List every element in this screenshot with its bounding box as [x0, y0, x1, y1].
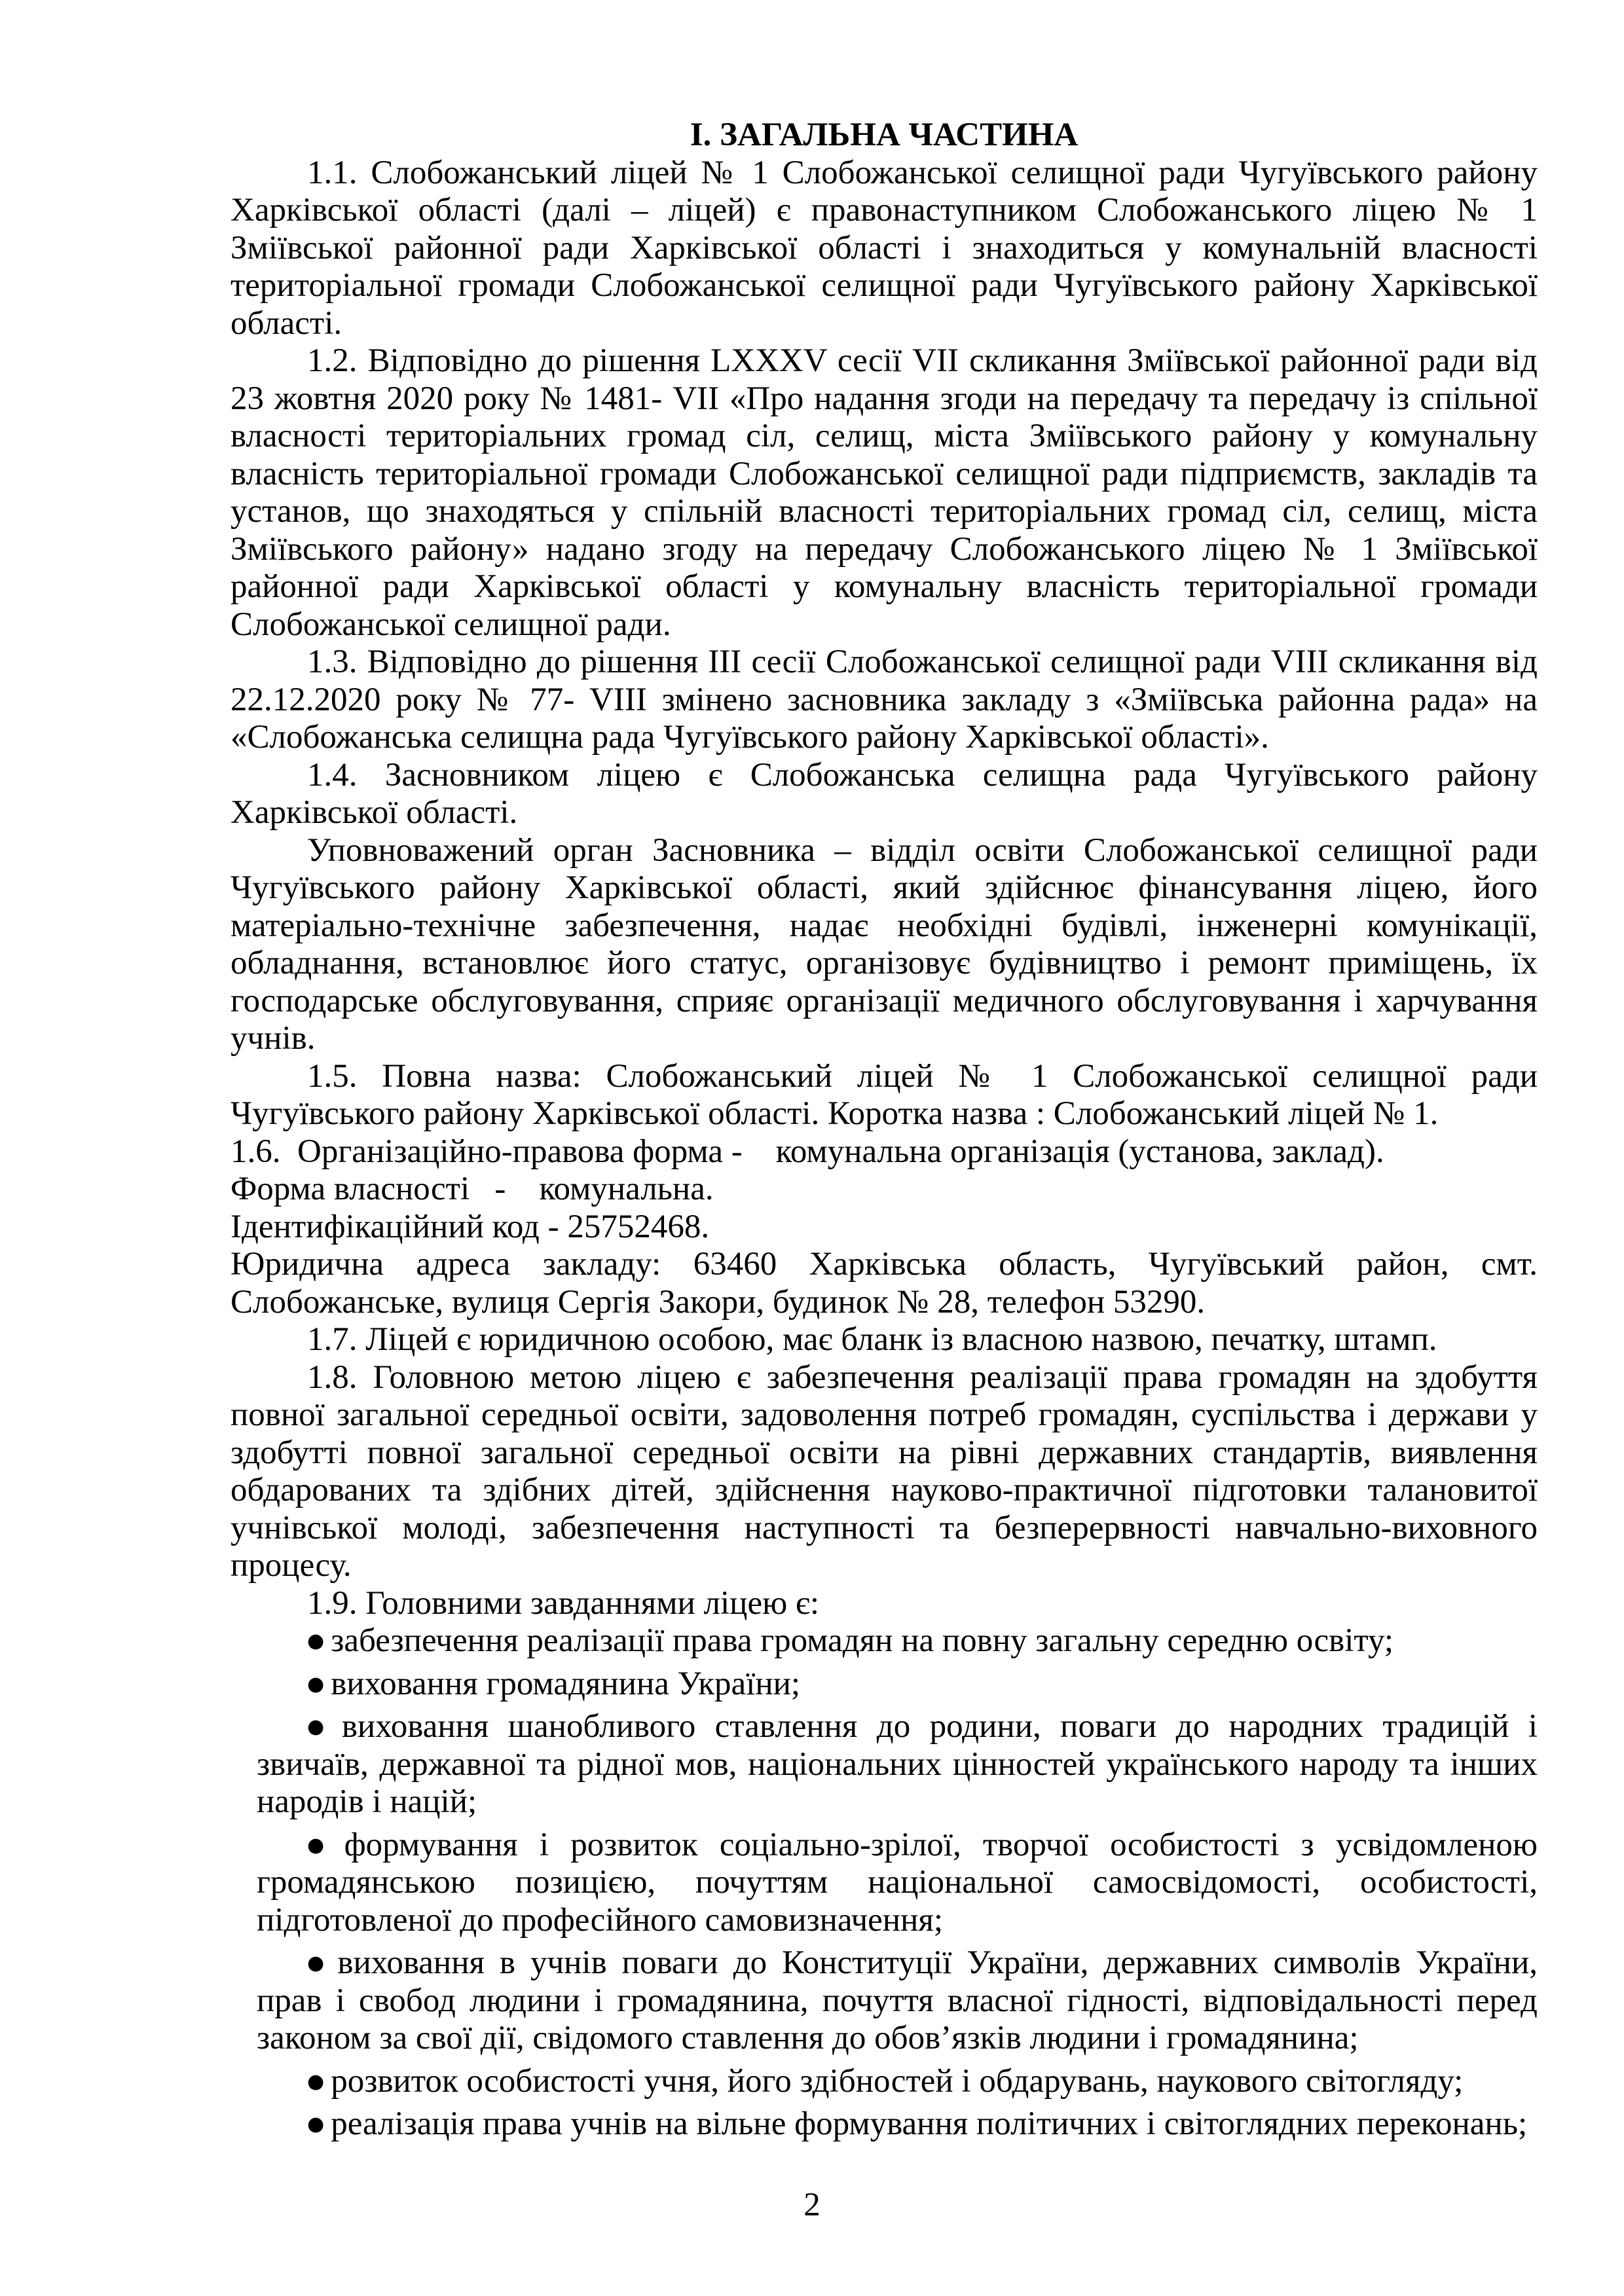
list-item — [257, 2063, 1538, 2101]
list-item — [257, 1944, 1538, 2058]
bullet-icon: ● — [307, 1715, 335, 1738]
list-item-text: виховання шанобливого ставлення до родини, поваги до народних традицій і звичаїв, державної та рідної мов, національних цінностей українського народу та інших народів і націй; — [257, 1708, 1538, 1820]
bullet-icon: ● — [307, 1952, 331, 1975]
paragraph-1-5: 1.5. Повна назва: Слобожанський ліцей № 1 Слобожанської селищної ради Чугуївського району Харківської області. Коротка назва : Слобожанський ліцей № 1. — [231, 1057, 1538, 1132]
document-body — [231, 117, 1538, 2143]
bullet-icon: ● — [307, 2113, 325, 2136]
page-number: 2 — [803, 2187, 821, 2223]
paragraph-authorized-body: Уповноважений орган Засновника – відділ освіти Слобожанської селищної ради Чугуївського району Харківської області, який здійснює фінансування ліцею, його матеріально-технічне забезпечення, надає необхідні будівлі, інженерні комунікації, обладнання, встановлює його статус, організовує будівництво і ремонт приміщень, їх господарське обслуговування, сприяє організації медичного обслуговування і харчування учнів. — [231, 831, 1538, 1057]
paragraph-1-1: 1.1. Слобожанський ліцей № 1 Слобожанської селищної ради Чугуївського району Харківської області (далі – ліцей) є правонаступником Слобожанського ліцею № 1 Зміївської районної ради Харківської області і знаходиться у комунальній власності територіальної громади Слобожанської селищної ради Чугуївського району Харківської області. — [231, 154, 1538, 342]
paragraph-1-8: 1.8. Головною метою ліцею є забезпечення реалізації права громадян на здобуття повної загальної середньої освіти, задоволення потреб громадян, суспільства і держави у здобутті повної загальної середньої освіти на рівні державних стандартів, виявлення обдарованих та здібних дітей, здійснення науково-практичної підготовки талановитої учнівської молоді, забезпечення наступності та безперервності навчально-виховного процесу. — [231, 1358, 1538, 1584]
list-item-text: формування і розвиток соціально-зрілої, творчої особистості з усвідомленою громадянською позицією, почуттям національної самосвідомості, особистості, підготовленої до професійного самовизначення; — [257, 1826, 1538, 1939]
task-list — [231, 1622, 1538, 2143]
list-item — [257, 1666, 1538, 1704]
list-item-text: забезпечення реалізації права громадян на повну загальну середню освіту; — [331, 1622, 1394, 1659]
section-heading: І. ЗАГАЛЬНА ЧАСТИНА — [690, 117, 1079, 153]
list-item — [257, 1708, 1538, 1821]
paragraph-1-7: 1.7. Ліцей є юридичною особою, має бланк із власною назвою, печатку, штамп. — [307, 1321, 1437, 1358]
list-item-text: реалізація права учнів на вільне формування політичних і світоглядних переконань; — [331, 2105, 1528, 2142]
paragraph-1-2: 1.2. Відповідно до рішення LXXXV сесії VII скликання Зміївської районної ради від 23 жовтня 2020 року № 1481- VII «Про надання згоди на передачу та передачу із спільної власності територіальних громад сіл, селищ, міста Зміївського району у комунальну власність територіальної громади Слобожанської селищної ради підприємств, закладів та установ, що знаходяться у спільній власності територіальних громад сіл, селищ, міста Зміївського району» надано згоду на передачу Слобожанського ліцею № 1 Зміївської районної ради Харківської області у комунальну власність територіальної громади Слобожанської селищної ради. — [231, 342, 1538, 643]
list-item-text: виховання в учнів поваги до Конституції України, державних символів України, прав і свобод людини і громадянина, почуття власної гідності, відповідальності перед законом за свої дії, свідомого ставлення до обов’язків людини і громадянина; — [257, 1944, 1538, 2056]
bullet-icon: ● — [307, 1630, 325, 1652]
list-item — [257, 1827, 1538, 1940]
detail-ownership-form: Форма власності - комунальна. — [231, 1171, 714, 1207]
detail-identification-code: Ідентифікаційний код - 25752468. — [231, 1208, 710, 1245]
list-item — [257, 2105, 1538, 2143]
bullet-icon: ● — [307, 2069, 325, 2093]
bullet-icon: ● — [307, 1672, 325, 1696]
list-item-text: розвиток особистості учня, його здібностей і обдарувань, наукового світогляду; — [331, 2062, 1464, 2100]
paragraph-1-9: 1.9. Головними завданнями ліцею є: — [307, 1584, 820, 1622]
detail-legal-address: Юридична адреса закладу: 63460 Харківська область, Чугуївський район, смт. Слобожанське, вулиця Сергія Закори, будинок № 28, телефон 53290. — [231, 1246, 1538, 1321]
list-item — [257, 1622, 1538, 1660]
paragraph-1-4: 1.4. Засновником ліцею є Слобожанська селищна рада Чугуївського району Харківської області. — [231, 756, 1538, 831]
list-item-text: виховання громадянина України; — [331, 1665, 801, 1702]
paragraph-1-3: 1.3. Відповідно до рішення ІІІ сесії Слобожанської селищної ради VIII скликання від 22.12.2020 року № 77- VIII змінено засновника закладу з «Зміївська районна рада» на «Слобожанська селищна рада Чугуївського району Харківської області». — [231, 644, 1538, 756]
bullet-icon: ● — [307, 1833, 338, 1857]
detail-legal-form: 1.6. Організаційно-правова форма - комунальна організація (установа, заклад). — [231, 1133, 1384, 1170]
